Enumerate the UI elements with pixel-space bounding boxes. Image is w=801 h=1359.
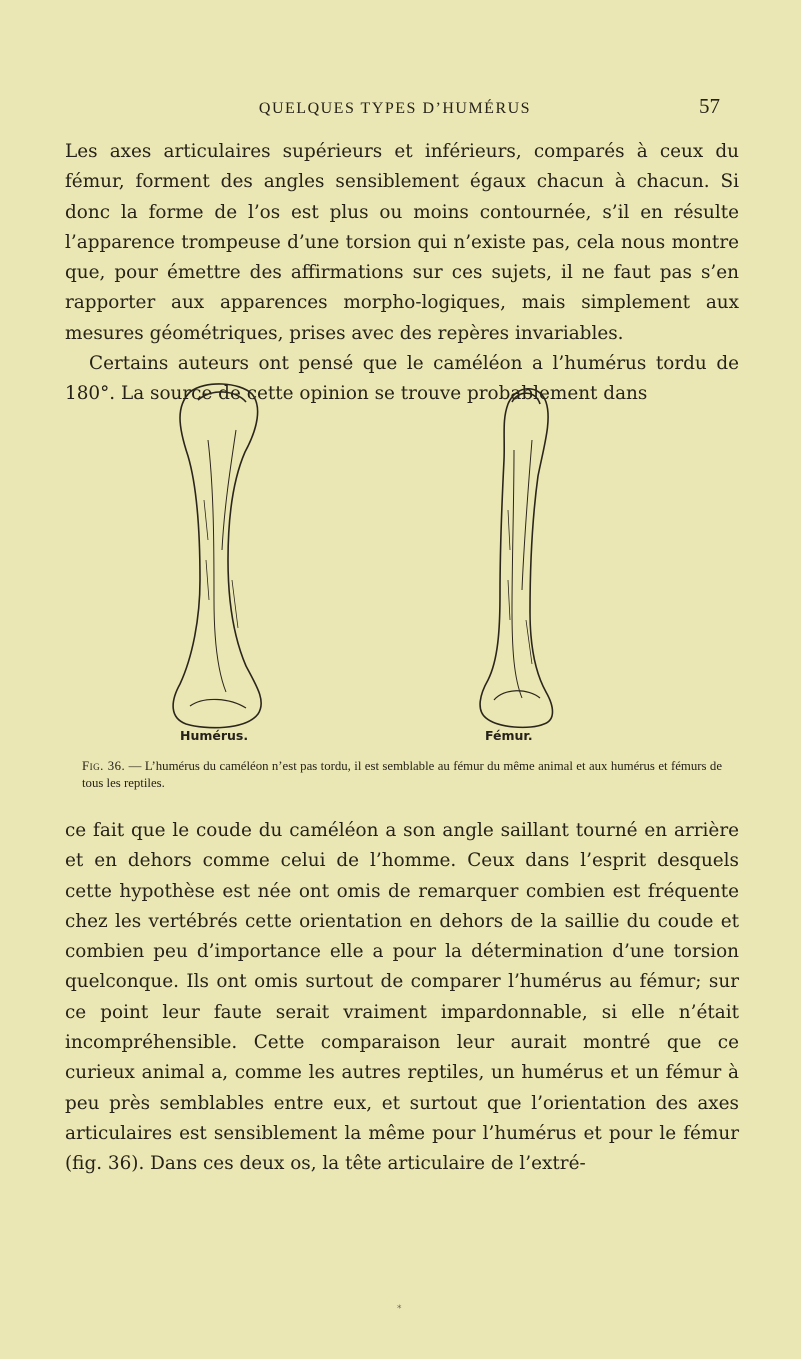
humerus-outline [173,384,261,728]
humerus-inner-line [208,440,226,692]
humerus-hatching [204,500,238,628]
running-title: QUELQUES TYPES D’HUMÉRUS [258,100,532,117]
printer-mark: * [397,1304,402,1314]
figure-36 [0,380,801,770]
paragraph-2: Certains auteurs ont pensé que le caméléon a l’humérus tordu de 180°. La source de cette opinion se trouve probablement dans [65,353,739,405]
body-text-bottom [65,816,739,1180]
humerus-condyle [190,699,246,708]
femur-head-detail [512,393,540,404]
caption-figure-ref: Fig. 36. [82,759,126,773]
femur-condyle [494,691,540,700]
femur-hatching [508,510,532,664]
humerus-head-detail [198,392,246,402]
running-head [0,94,801,124]
body-text-top [65,137,739,410]
caption-text: — L’humérus du caméléon n’est pas tordu, il est semblable au fémur du même animal et aux humérus et fémurs de tous les reptiles. [82,759,722,790]
femur-inner-line [512,450,522,698]
humerus-drawing [173,384,261,728]
humerus-label: Humérus. [180,728,249,743]
figure-caption [82,758,722,792]
paragraph-3: ce fait que le coude du caméléon a son angle saillant tourné en arrière et en dehors comme celui de l’homme. Ceux dans l’esprit desquels cette hypothèse est née ont omis de remarquer combien est fréquente chez les vertébrés cette orientation en dehors de la saillie du coude et combien peu d’importance elle a pour la détermination d’une torsion quelconque. Ils ont omis surtout de comparer l’humérus au fémur; sur ce point leur faute serait vraiment impardonnable, si elle n’était incompréhensible. Cette comparaison leur aurait montré que ce curieux animal a, comme les autres reptiles, un humérus et un fémur à peu près semblables entre eux, et surtout que l’orientation des axes articulaires est sensiblement la même pour l’humérus et pour le fémur (fig. 36). Dans ces deux os, la tête articulaire de l’extré- [65,820,739,1175]
paragraph-1: Les axes articulaires supérieurs et inférieurs, comparés à ceux du fémur, forment des angles sensiblement égaux chacun à chacun. Si donc la forme de l’os est plus ou moins contournée, s’il en résulte l’apparence trompeuse d’une torsion qui n’existe pas, cela nous montre que, pour émettre des affirmations sur ces sujets, il ne faut pas s’en rapporter aux apparences morpho-logiques, mais simplement aux mesures géométriques, prises avec des repères invariables. [65,141,739,344]
page-number: 57 [699,94,720,118]
femur-label: Fémur. [485,728,533,743]
femur-drawing [480,389,552,728]
bones-illustration [0,380,801,770]
